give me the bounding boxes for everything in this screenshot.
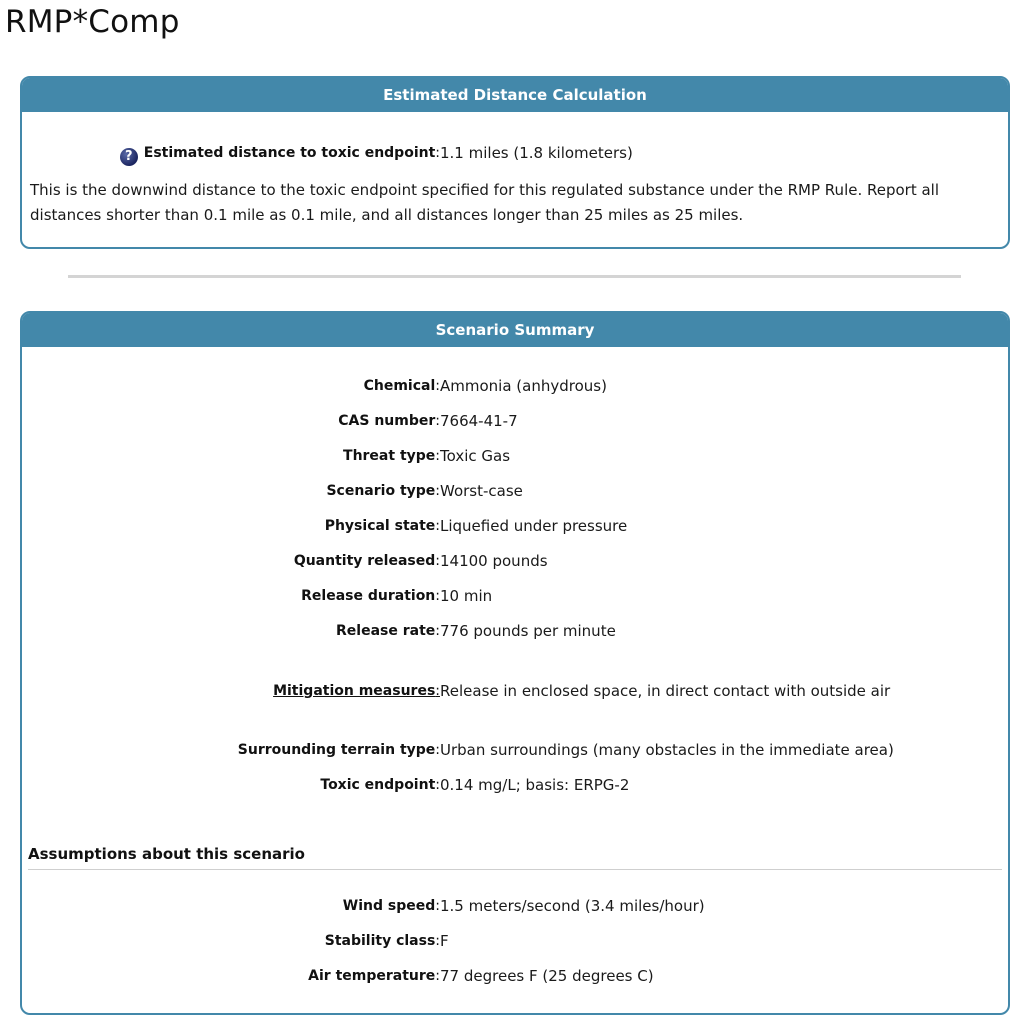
row-value: Release in enclosed space, in direct contact with outside air bbox=[440, 682, 891, 700]
row-label: Physical state bbox=[324, 518, 436, 534]
row-air-temperature: Air temperature: 77 degrees F (25 degrees C) bbox=[22, 964, 1008, 988]
row-mitigation-measures bbox=[22, 679, 1008, 703]
distance-description: This is the downwind distance to the toxic endpoint specified for this regulated substance under the RMP Rule. Report all distances shorter than 0.1 mile as 0.1 mile, and all distances longer than 25 miles as 25 miles. bbox=[30, 181, 940, 224]
row-label: Surrounding terrain type bbox=[237, 742, 436, 758]
row-label: Release duration bbox=[301, 588, 436, 604]
row-value: 77 degrees F (25 degrees C) bbox=[440, 967, 654, 985]
row-label: Chemical bbox=[363, 378, 436, 394]
row-value: Worst-case bbox=[440, 482, 523, 500]
row-threat-type: Threat type: Toxic Gas bbox=[22, 444, 1008, 468]
summary-panel-header: Scenario Summary bbox=[22, 313, 1008, 347]
row-label: Stability class bbox=[324, 933, 436, 949]
row-surrounding-terrain: Surrounding terrain type: Urban surroundings (many obstacles in the immediate area) bbox=[22, 738, 1008, 762]
question-circle-icon[interactable]: ? bbox=[120, 148, 138, 166]
row-value: Ammonia (anhydrous) bbox=[440, 377, 607, 395]
row-value: 776 pounds per minute bbox=[440, 622, 616, 640]
row-label: Air temperature bbox=[308, 968, 436, 984]
row-label: Wind speed bbox=[342, 898, 436, 914]
row-value: 10 min bbox=[440, 587, 493, 605]
distance-panel bbox=[20, 76, 1010, 249]
row-label: Toxic endpoint bbox=[320, 777, 436, 793]
row-quantity-released: Quantity released: 14100 pounds bbox=[22, 549, 1008, 573]
row-label: Scenario type bbox=[326, 483, 436, 499]
row-wind-speed: Wind speed: 1.5 meters/second (3.4 miles/hour) bbox=[22, 894, 1008, 918]
row-cas-number: CAS number: 7664-41-7 bbox=[22, 409, 1008, 433]
row-value: 14100 pounds bbox=[440, 552, 548, 570]
summary-panel bbox=[20, 311, 1010, 1015]
row-chemical: Chemical: Ammonia (anhydrous) bbox=[22, 374, 1008, 398]
row-stability-class: Stability class: F bbox=[22, 929, 1008, 953]
row-value: 7664-41-7 bbox=[440, 412, 518, 430]
row-physical-state: Physical state: Liquefied under pressure bbox=[22, 514, 1008, 538]
distance-label-text: Estimated distance to toxic endpoint bbox=[143, 145, 436, 161]
distance-row bbox=[22, 141, 1008, 165]
row-label[interactable]: Mitigation measures bbox=[273, 683, 436, 699]
distance-value: 1.1 miles (1.8 kilometers) bbox=[440, 144, 633, 162]
row-value: 1.5 meters/second (3.4 miles/hour) bbox=[440, 897, 705, 915]
assumptions-divider bbox=[28, 869, 1002, 870]
section-divider bbox=[68, 275, 961, 278]
assumptions-heading: Assumptions about this scenario bbox=[28, 845, 305, 863]
row-label: Quantity released bbox=[293, 553, 436, 569]
row-label: Threat type bbox=[343, 448, 436, 464]
row-scenario-type: Scenario type: Worst-case bbox=[22, 479, 1008, 503]
row-release-duration: Release duration: 10 min bbox=[22, 584, 1008, 608]
row-value: Toxic Gas bbox=[440, 447, 511, 465]
app-title: RMP*Comp bbox=[5, 4, 180, 40]
row-value: Liquefied under pressure bbox=[440, 517, 628, 535]
row-value: F bbox=[440, 932, 449, 950]
distance-panel-header: Estimated Distance Calculation bbox=[22, 78, 1008, 112]
distance-label: ? Estimated distance to toxic endpoint: bbox=[120, 141, 440, 166]
row-release-rate: Release rate: 776 pounds per minute bbox=[22, 619, 1008, 643]
row-toxic-endpoint: Toxic endpoint: 0.14 mg/L; basis: ERPG-2 bbox=[22, 773, 1008, 797]
mitigation-measures-link[interactable]: Mitigation measures: bbox=[273, 683, 440, 699]
row-label: Release rate bbox=[336, 623, 436, 639]
row-value: Urban surroundings (many obstacles in the immediate area) bbox=[440, 741, 894, 759]
row-label: CAS number bbox=[338, 413, 436, 429]
row-value: 0.14 mg/L; basis: ERPG-2 bbox=[440, 776, 630, 794]
